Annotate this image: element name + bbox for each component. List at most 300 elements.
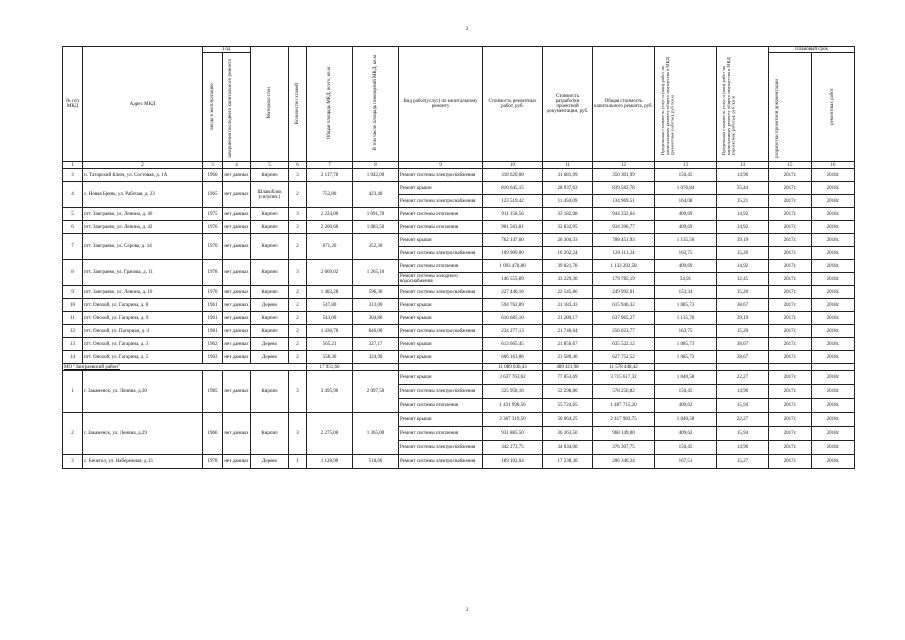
work-type: Ремонт системы электроснабжения bbox=[399, 441, 483, 455]
column-number: 1 bbox=[63, 162, 83, 169]
wall-material: Кирпич bbox=[251, 260, 289, 286]
floors-count: 2 bbox=[289, 325, 307, 338]
plan-doc-year: 2017г. bbox=[769, 312, 812, 325]
building-number: 1 bbox=[63, 371, 83, 413]
plan-doc-year: 2017г. bbox=[769, 221, 812, 234]
work-type: Ремонт системы электроснабжения bbox=[399, 169, 483, 182]
floors-count: 3 bbox=[289, 260, 307, 286]
column-number: 6 bbox=[289, 162, 307, 169]
column-number: 12 bbox=[593, 162, 655, 169]
plan-doc-year: 2017г. bbox=[769, 234, 812, 247]
header-cost-total: Общая стоимость капитального ремонта, руб. bbox=[593, 47, 655, 162]
building-address: пгт. Заиграево, ул. Серова, д. 14 bbox=[83, 234, 203, 260]
floors-count: 2 bbox=[289, 312, 307, 325]
building-address: пгт. Заиграево, ул. Грачова, д. 11 bbox=[83, 260, 203, 286]
total-cost: 578 256,82 bbox=[593, 385, 655, 399]
doc-cost: 21 589,46 bbox=[543, 351, 593, 364]
doc-cost: 10 202,24 bbox=[543, 247, 593, 260]
work-type: Ремонт системы электроснабжения bbox=[399, 325, 483, 338]
table-row bbox=[63, 182, 855, 195]
year-last-repair: нет данных bbox=[223, 312, 251, 325]
work-type: Ремонт крыши bbox=[399, 234, 483, 247]
total-cost: 249 992,01 bbox=[593, 286, 655, 299]
plan-work-year: 2018г. bbox=[812, 399, 855, 413]
total-cost: 134 969,51 bbox=[593, 195, 655, 208]
doc-cost: 77 853,69 bbox=[543, 371, 593, 385]
area-living: 1 091,70 bbox=[353, 208, 399, 221]
empty-cell bbox=[812, 364, 855, 371]
area-total: 1 483,28 bbox=[307, 286, 353, 299]
plan-work-year: 2018г. bbox=[812, 312, 855, 325]
area-total: 2 669,02 bbox=[307, 260, 353, 286]
total-cost: 627 752,52 bbox=[593, 351, 655, 364]
building-number: 2 bbox=[63, 413, 83, 455]
table-row bbox=[63, 455, 855, 469]
plan-work-year: 2018г. bbox=[812, 221, 855, 234]
doc-cost: 31 681,99 bbox=[543, 169, 593, 182]
building-address: пгт. Онохой, ул. Гагарина, д. 9 bbox=[83, 312, 203, 325]
plan-work-year: 2018г. bbox=[812, 385, 855, 399]
year-last-repair: нет данных bbox=[223, 286, 251, 299]
year-last-repair: нет данных bbox=[223, 371, 251, 413]
work-cost: 123 519,42 bbox=[483, 195, 543, 208]
work-type: Ремонт системы электроснабжения bbox=[399, 195, 483, 208]
area-total: 2 224,00 bbox=[307, 208, 353, 221]
building-number: 12 bbox=[63, 325, 83, 338]
limit-doc: 15,94 bbox=[717, 399, 769, 413]
total-cost: 788 451,93 bbox=[593, 234, 655, 247]
building-address: пгт. Онохой, ул. Гагарина, д. 5 bbox=[83, 351, 203, 364]
plan-doc-year: 2017г. bbox=[769, 441, 812, 455]
doc-cost: 33 182,08 bbox=[543, 208, 593, 221]
limit-work: 1 085,73 bbox=[655, 299, 717, 312]
column-number: 3 bbox=[203, 162, 223, 169]
limit-work: 409,69 bbox=[655, 208, 717, 221]
area-total: 547,80 bbox=[307, 299, 353, 312]
header-year-repair: завершения последнего капитального ремонта bbox=[223, 53, 251, 162]
limit-work: 1 040,58 bbox=[655, 413, 717, 427]
area-total: 3 495,90 bbox=[307, 371, 353, 413]
total-cost: 968 149,00 bbox=[593, 427, 655, 441]
plan-work-year: 2018г. bbox=[812, 169, 855, 182]
wall-material: Дерево bbox=[251, 351, 289, 364]
work-type: Ремонт системы электроснабжения bbox=[399, 455, 483, 469]
year-built: 1970 bbox=[203, 286, 223, 299]
limit-doc: 15,21 bbox=[717, 195, 769, 208]
work-type: Ремонт системы электроснабжения bbox=[399, 247, 483, 260]
limit-work: 1 076,84 bbox=[655, 182, 717, 195]
building-address: пгт. Заиграево, ул. Ленина, д. 10 bbox=[83, 286, 203, 299]
work-cost: 109 909,00 bbox=[483, 247, 543, 260]
year-built: 1962 bbox=[203, 338, 223, 351]
building-number: 7 bbox=[63, 234, 83, 260]
building-number: 3 bbox=[63, 455, 83, 469]
wall-material: Кирпич bbox=[251, 221, 289, 234]
column-number: 16 bbox=[812, 162, 855, 169]
plan-doc-year: 2017г. bbox=[769, 208, 812, 221]
wall-material: Кирпич bbox=[251, 312, 289, 325]
year-built: 1966 bbox=[203, 413, 223, 455]
work-cost: 318 620,00 bbox=[483, 169, 543, 182]
header-cost: Стоимость ремонтных работ, руб. bbox=[483, 47, 543, 162]
total-cost: 1 133 292,58 bbox=[593, 260, 655, 273]
page-number-bottom: 2 bbox=[466, 608, 469, 613]
doc-cost: 39 821,78 bbox=[543, 260, 593, 273]
building-number: 5 bbox=[63, 208, 83, 221]
year-last-repair: нет данных bbox=[223, 338, 251, 351]
total-cost: 944 332,64 bbox=[593, 208, 655, 221]
doc-cost: 36 263,50 bbox=[543, 427, 593, 441]
building-number: 8 bbox=[63, 260, 83, 286]
limit-work: 163,75 bbox=[655, 247, 717, 260]
total-cost: 376 307,75 bbox=[593, 441, 655, 455]
work-cost: 613 665,45 bbox=[483, 338, 543, 351]
capital-repair-table bbox=[62, 46, 855, 469]
year-built: 1978 bbox=[203, 260, 223, 286]
header-area-total: Общая площадь МКД, всего, кв.м bbox=[307, 47, 353, 162]
area-total: 1 128,90 bbox=[307, 455, 353, 469]
work-cost: 901 563,81 bbox=[483, 221, 543, 234]
floors-count: 2 bbox=[289, 299, 307, 312]
area-living: 313,00 bbox=[353, 299, 399, 312]
building-number: 6 bbox=[63, 221, 83, 234]
plan-doc-year: 2017г. bbox=[769, 286, 812, 299]
plan-work-year: 2018г. bbox=[812, 351, 855, 364]
year-built: 1975 bbox=[203, 208, 223, 221]
limit-work: 409,62 bbox=[655, 399, 717, 413]
plan-doc-year: 2017г. bbox=[769, 399, 812, 413]
doc-cost: 34 034,00 bbox=[543, 441, 593, 455]
plan-work-year: 2018г. bbox=[812, 182, 855, 195]
limit-work: 1 085,73 bbox=[655, 351, 717, 364]
plan-doc-year: 2017г. bbox=[769, 351, 812, 364]
limit-work: 1 135,50 bbox=[655, 234, 717, 247]
work-type: Ремонт системы отопления bbox=[399, 427, 483, 441]
total-cost: 839 582,78 bbox=[593, 182, 655, 195]
floors-count: 3 bbox=[289, 221, 307, 234]
area-living: 1 265,10 bbox=[353, 260, 399, 286]
building-address: пгт. Заиграево, ул. Ленина, д. 42 bbox=[83, 221, 203, 234]
work-cost: 810 645,15 bbox=[483, 182, 543, 195]
area-living: 352,30 bbox=[353, 234, 399, 260]
wall-material: Кирпич bbox=[251, 325, 289, 338]
limit-work: 150,45 bbox=[655, 385, 717, 399]
work-type: Ремонт крыши bbox=[399, 299, 483, 312]
header-area-living: В том числе площадь помещений МКД, кв.м bbox=[353, 47, 399, 162]
total-cost: 120 111,24 bbox=[593, 247, 655, 260]
limit-work: 153,34 bbox=[655, 286, 717, 299]
limit-doc: 14,96 bbox=[717, 385, 769, 399]
area-living: 1 083,50 bbox=[353, 221, 399, 234]
header-num: № п/п МКД bbox=[63, 47, 83, 162]
limit-work: 409,69 bbox=[655, 260, 717, 273]
floors-count: 2 bbox=[289, 286, 307, 299]
header-material: Материал стен bbox=[251, 47, 289, 162]
area-total: 752,80 bbox=[307, 182, 353, 208]
work-cost: 525 958,16 bbox=[483, 385, 543, 399]
year-built: 1985 bbox=[203, 371, 223, 413]
column-number: 15 bbox=[769, 162, 812, 169]
wall-material: Кирпич bbox=[251, 208, 289, 221]
total-cost: 3 715 617,32 bbox=[593, 371, 655, 385]
work-type: Ремонт системы электроснабжения bbox=[399, 286, 483, 299]
work-type: Ремонт системы отопления bbox=[399, 399, 483, 413]
doc-cost: 21 280,17 bbox=[543, 312, 593, 325]
limit-work: 163,75 bbox=[655, 325, 717, 338]
table-row bbox=[63, 338, 855, 351]
wall-material: Кирпич bbox=[251, 371, 289, 413]
work-type: Ремонт крыши bbox=[399, 312, 483, 325]
plan-doc-year: 2017г. bbox=[769, 427, 812, 441]
work-cost: 227 446,16 bbox=[483, 286, 543, 299]
limit-work: 1 040,58 bbox=[655, 371, 717, 385]
header-plan-group: Плановый срок bbox=[769, 47, 855, 53]
floors-count: 2 bbox=[289, 351, 307, 364]
year-last-repair: нет данных bbox=[223, 325, 251, 338]
table-row bbox=[63, 351, 855, 364]
limit-doc: 39,19 bbox=[717, 234, 769, 247]
limit-work: 150,45 bbox=[655, 169, 717, 182]
limit-doc: 14,92 bbox=[717, 208, 769, 221]
limit-doc: 15,20 bbox=[717, 286, 769, 299]
header-year-group: Год bbox=[203, 47, 251, 53]
building-address: пгт. Заиграево, ул. Ленина, д. 40 bbox=[83, 208, 203, 221]
area-total: 2 200,60 bbox=[307, 221, 353, 234]
work-type: Ремонт системы отопления bbox=[399, 208, 483, 221]
year-built: 1961 bbox=[203, 312, 223, 325]
work-type: Ремонт крыши bbox=[399, 338, 483, 351]
year-last-repair: нет данных bbox=[223, 169, 251, 182]
work-cost: 3 637 763,62 bbox=[483, 371, 543, 385]
plan-work-year: 2018г. bbox=[812, 234, 855, 247]
building-address: г. Закаменск, ул. Ленина, д.30 bbox=[83, 371, 203, 413]
year-built: 1965 bbox=[203, 182, 223, 208]
limit-work: 1 085,73 bbox=[655, 338, 717, 351]
year-last-repair: нет данных bbox=[223, 351, 251, 364]
area-living: 1 365,00 bbox=[353, 413, 399, 455]
year-built: 1981 bbox=[203, 325, 223, 338]
doc-cost: 21 183,43 bbox=[543, 299, 593, 312]
area-total: 671,20 bbox=[307, 234, 353, 260]
header-cost-doc: Стоимость разработки проектной документации, руб. bbox=[543, 47, 593, 162]
wall-material: Дерево bbox=[251, 299, 289, 312]
year-last-repair: нет данных bbox=[223, 455, 251, 469]
limit-doc: 14,92 bbox=[717, 221, 769, 234]
total-cost: 1 487 715,20 bbox=[593, 399, 655, 413]
column-number: 4 bbox=[223, 162, 251, 169]
building-address: пгт. Онохой, ул. Пагорная, д. 4 bbox=[83, 325, 203, 338]
year-built: 1970 bbox=[203, 234, 223, 260]
header-year-built: ввода в эксплуатацию bbox=[203, 53, 223, 162]
floors-count: 2 bbox=[289, 182, 307, 208]
building-address: с. Бичегол, ул. Набережная, д.15 bbox=[83, 455, 203, 469]
table-row bbox=[63, 299, 855, 312]
header-plan-doc: разработки проектной документации bbox=[769, 53, 812, 162]
plan-work-year: 2018г. bbox=[812, 338, 855, 351]
doc-cost: 26 304,33 bbox=[543, 234, 593, 247]
doc-cost: 50 664,25 bbox=[543, 413, 593, 427]
year-built: 1960 bbox=[203, 169, 223, 182]
area-living: 304,80 bbox=[353, 312, 399, 325]
work-type: Ремонт системы отопления bbox=[399, 221, 483, 234]
building-number: 11 bbox=[63, 312, 83, 325]
work-type: Ремонт крыши bbox=[399, 413, 483, 427]
limit-work: 164,08 bbox=[655, 195, 717, 208]
limit-doc: 22,27 bbox=[717, 371, 769, 385]
wall-material: Дерево bbox=[251, 455, 289, 469]
doc-cost: 17 238,30 bbox=[543, 455, 593, 469]
area-living: 518,60 bbox=[353, 455, 399, 469]
table-row bbox=[63, 260, 855, 273]
work-type: Ремонт системы электроснабжения bbox=[399, 385, 483, 399]
wall-material: Кирпич bbox=[251, 413, 289, 455]
plan-doc-year: 2017г. bbox=[769, 371, 812, 385]
plan-work-year: 2018г. bbox=[812, 427, 855, 441]
area-total: 1 430,70 bbox=[307, 325, 353, 338]
table-row bbox=[63, 221, 855, 234]
plan-doc-year: 2017г. bbox=[769, 413, 812, 427]
area-living: 2 097,50 bbox=[353, 371, 399, 413]
year-built: 1978 bbox=[203, 455, 223, 469]
area-living: 324,90 bbox=[353, 351, 399, 364]
building-number: 4 bbox=[63, 182, 83, 208]
column-number-row bbox=[63, 162, 855, 169]
header-work: Вид работ(услуг) по капитальному ремонту bbox=[399, 47, 483, 162]
limit-doc: 15,20 bbox=[717, 247, 769, 260]
limit-doc: 22,27 bbox=[717, 413, 769, 427]
subtotal-cost: 11 089 036,43 bbox=[483, 364, 543, 371]
limit-doc: 38,67 bbox=[717, 338, 769, 351]
plan-doc-year: 2017г. bbox=[769, 325, 812, 338]
limit-work: 54,91 bbox=[655, 273, 717, 286]
floors-count: 2 bbox=[289, 234, 307, 260]
plan-doc-year: 2017г. bbox=[769, 338, 812, 351]
plan-doc-year: 2017г. bbox=[769, 273, 812, 286]
empty-cell bbox=[399, 364, 483, 371]
year-built: 1963 bbox=[203, 351, 223, 364]
header-limit-work: Предельная стоимость услуг и (или) работ по капитальному ремонту общего имущества в МКД (ремонтные работы), руб./кв.м bbox=[655, 47, 717, 162]
plan-doc-year: 2017г. bbox=[769, 299, 812, 312]
limit-doc: 14,96 bbox=[717, 169, 769, 182]
area-total: 2 275,00 bbox=[307, 413, 353, 455]
area-total: 2 117,78 bbox=[307, 169, 353, 182]
floors-count: 2 bbox=[289, 338, 307, 351]
year-last-repair: нет данных bbox=[223, 234, 251, 260]
limit-doc: 38,67 bbox=[717, 351, 769, 364]
total-cost: 256 023,77 bbox=[593, 325, 655, 338]
column-number: 5 bbox=[251, 162, 289, 169]
year-last-repair: нет данных bbox=[223, 182, 251, 208]
limit-doc: 14,96 bbox=[717, 441, 769, 455]
plan-work-year: 2018г. bbox=[812, 208, 855, 221]
area-living: 846,00 bbox=[353, 325, 399, 338]
work-cost: 1 093 470,80 bbox=[483, 260, 543, 273]
floors-count: 3 bbox=[289, 208, 307, 221]
plan-work-year: 2018г. bbox=[812, 299, 855, 312]
plan-work-year: 2018г. bbox=[812, 286, 855, 299]
plan-work-year: 2018г. bbox=[812, 441, 855, 455]
subtotal-total: 11 578 448,42 bbox=[593, 364, 655, 371]
work-type: Ремонт крыши bbox=[399, 182, 483, 195]
building-address: пгт. Онохой, ул. Гагарина, д. 3 bbox=[83, 338, 203, 351]
work-cost: 594 762,89 bbox=[483, 299, 543, 312]
wall-material: Кирпич bbox=[251, 286, 289, 299]
plan-work-year: 2018г. bbox=[812, 325, 855, 338]
work-type: Ремонт системы отопления bbox=[399, 260, 483, 273]
building-number: 14 bbox=[63, 351, 83, 364]
doc-cost: 21 746,64 bbox=[543, 325, 593, 338]
plan-doc-year: 2017г. bbox=[769, 247, 812, 260]
table-row bbox=[63, 413, 855, 427]
limit-doc: 35,44 bbox=[717, 182, 769, 195]
subtotal-label: МО "Заиграевский район" bbox=[63, 364, 307, 371]
column-number: 7 bbox=[307, 162, 353, 169]
wall-material: Дерево bbox=[251, 338, 289, 351]
area-total: 558,30 bbox=[307, 351, 353, 364]
work-type: Ремонт крыши bbox=[399, 371, 483, 385]
work-type: Ремонт крыши bbox=[399, 351, 483, 364]
building-address: п. Татарский Ключ, ул. Состовая, д. 1А bbox=[83, 169, 203, 182]
doc-cost: 33 229,30 bbox=[543, 273, 593, 286]
work-cost: 146 555,89 bbox=[483, 273, 543, 286]
year-built: 1976 bbox=[203, 221, 223, 234]
column-number: 9 bbox=[399, 162, 483, 169]
limit-work: 1 135,70 bbox=[655, 312, 717, 325]
wall-material: Кирпич bbox=[251, 234, 289, 260]
year-last-repair: нет данных bbox=[223, 208, 251, 221]
doc-cost: 22 545,86 bbox=[543, 286, 593, 299]
plan-doc-year: 2017г. bbox=[769, 385, 812, 399]
limit-work: 409,69 bbox=[655, 221, 717, 234]
header-plan-work: ремонтных работ bbox=[812, 53, 855, 162]
plan-work-year: 2018г. bbox=[812, 455, 855, 469]
year-last-repair: нет данных bbox=[223, 221, 251, 234]
column-number: 8 bbox=[353, 162, 399, 169]
work-cost: 616 685,10 bbox=[483, 312, 543, 325]
building-number: 9 bbox=[63, 286, 83, 299]
floors-count: 3 bbox=[289, 371, 307, 413]
total-cost: 2 417 983,75 bbox=[593, 413, 655, 427]
area-living: 327,17 bbox=[353, 338, 399, 351]
subtotal-row bbox=[63, 364, 855, 371]
building-address: г. Закаменск, ул. Ленина, д.29 bbox=[83, 413, 203, 455]
work-cost: 606 163,06 bbox=[483, 351, 543, 364]
work-cost: 911 150,56 bbox=[483, 208, 543, 221]
table-row bbox=[63, 371, 855, 385]
limit-doc: 12,45 bbox=[717, 273, 769, 286]
wall-material: Шлакоблок (силупит.) bbox=[251, 182, 289, 208]
doc-cost: 11 450,09 bbox=[543, 195, 593, 208]
doc-cost: 32 832,95 bbox=[543, 221, 593, 234]
plan-work-year: 2018г. bbox=[812, 413, 855, 427]
doc-cost: 21 856,67 bbox=[543, 338, 593, 351]
table-row bbox=[63, 208, 855, 221]
table-row bbox=[63, 312, 855, 325]
total-cost: 637 965,27 bbox=[593, 312, 655, 325]
area-total: 543,00 bbox=[307, 312, 353, 325]
column-number: 14 bbox=[717, 162, 769, 169]
limit-work: 167,51 bbox=[655, 455, 717, 469]
wall-material: Кирпич bbox=[251, 169, 289, 182]
limit-work: 409,62 bbox=[655, 427, 717, 441]
plan-doc-year: 2017г. bbox=[769, 455, 812, 469]
page-number-top: 2 bbox=[466, 27, 469, 32]
total-cost: 934 396,77 bbox=[593, 221, 655, 234]
floors-count: 1 bbox=[289, 455, 307, 469]
plan-work-year: 2018г. bbox=[812, 195, 855, 208]
area-living: 423,40 bbox=[353, 182, 399, 208]
plan-doc-year: 2017г. bbox=[769, 260, 812, 273]
